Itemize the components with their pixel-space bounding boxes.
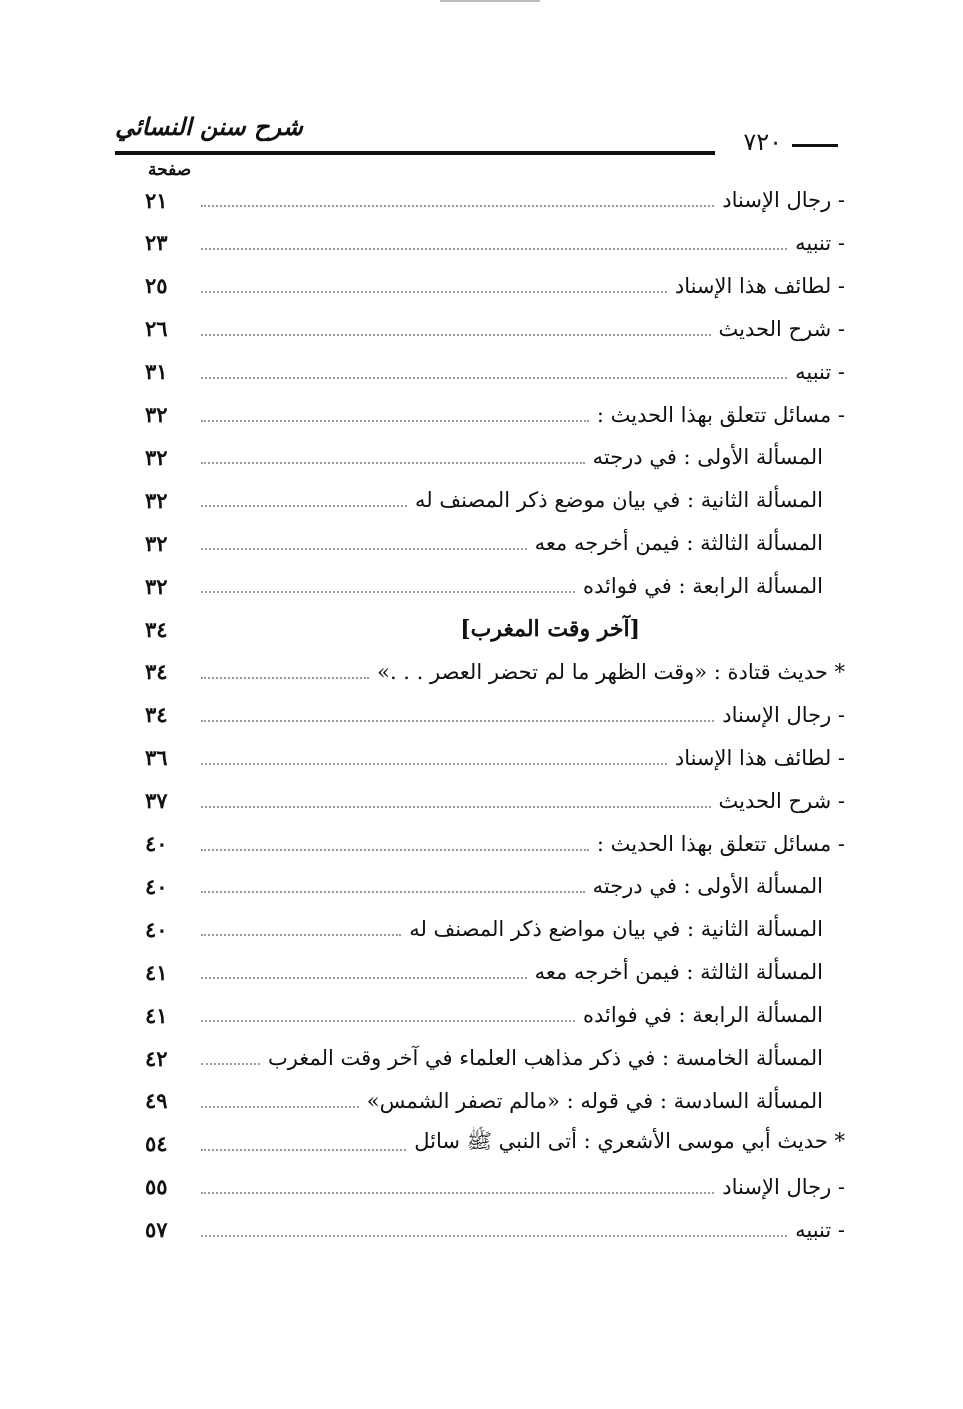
dot-leader: [201, 420, 589, 422]
dot-leader: [201, 1020, 575, 1022]
dot-leader: [201, 505, 407, 507]
toc-row: [145, 309, 845, 349]
toc-page-number: ٣١: [145, 359, 168, 385]
dot-leader: [201, 291, 667, 293]
dot-leader: [201, 548, 527, 550]
toc-row: [145, 223, 845, 263]
toc-entry-title: المسألة الثانية : في بيان مواضع ذكر المصنف له: [409, 917, 823, 942]
toc-page-number: ٤٠: [145, 873, 168, 899]
toc-entry-title: - رجال الإسناد: [722, 1174, 845, 1199]
toc-page-number: ٤٠: [145, 916, 168, 942]
toc-row: [145, 695, 845, 735]
page-column-label: صفحة: [148, 160, 192, 180]
toc-row: [145, 180, 845, 220]
dot-leader: [201, 763, 667, 765]
toc-entry-title: * حديث أبي موسى الأشعري : أتى النبي ﷺ سائل: [414, 1129, 845, 1154]
toc-entry-title: المسألة الخامسة : في ذكر مذاهب العلماء في آخر وقت المغرب: [267, 1046, 823, 1070]
toc-entry-title: المسألة السادسة : في قوله : «مالم تصفر الشمس»: [366, 1088, 823, 1113]
toc-page-number: ٣٧: [145, 788, 168, 814]
toc-page-number: ٣٦: [145, 745, 168, 771]
toc-page-number: ٣٤: [145, 702, 168, 728]
dot-leader: [201, 1235, 787, 1237]
book-title: شرح سنن النسائي: [115, 112, 303, 141]
toc-page-number: ٤٠: [145, 831, 168, 856]
dot-leader: [201, 677, 369, 679]
toc-entry-title: المسألة الأولى : في درجته: [592, 874, 823, 899]
page-number-dash: [792, 144, 838, 147]
toc-page-number: ٣٤: [145, 616, 168, 642]
dot-leader: [201, 806, 711, 808]
toc-entry-title: المسألة الأولى : في درجته: [592, 445, 823, 470]
toc-row: [145, 395, 845, 435]
toc-entry-title: - شرح الحديث: [718, 788, 845, 813]
header-rule: [115, 151, 715, 155]
toc-entry-title: - شرح الحديث: [718, 316, 845, 341]
dot-leader: [201, 720, 714, 722]
toc-row: [145, 1210, 845, 1250]
toc-page-number: ٢١: [145, 187, 168, 213]
toc-entry-title: - تنبيه: [795, 359, 845, 384]
toc-row: [145, 1124, 845, 1164]
dot-leader: [201, 377, 787, 379]
dot-leader: [201, 934, 401, 936]
dot-leader: [201, 891, 585, 893]
page-number: ٧٢٠: [743, 128, 782, 156]
dot-leader: [201, 1149, 406, 1151]
toc-entry-title: - مسائل تتعلق بهذا الحديث :: [596, 831, 845, 856]
scan-edge-mark: [440, 0, 540, 2]
toc-row: [145, 352, 845, 392]
toc-row: [145, 480, 845, 520]
toc-entry-title: - تنبيه: [795, 230, 845, 255]
toc-page-number: ٣٢: [145, 444, 168, 470]
toc-page-number: ٢٥: [145, 273, 168, 299]
toc-entry-title: المسألة الثالثة : فيمن أخرجه معه: [534, 960, 823, 985]
toc-page-number: ٣٢: [145, 530, 168, 556]
toc-page-number: ٣٤: [145, 659, 168, 685]
toc-page-number: ٤١: [145, 1002, 168, 1028]
dot-leader: [201, 977, 527, 979]
toc-entry-title: - مسائل تتعلق بهذا الحديث :: [596, 402, 845, 427]
toc-row: [145, 909, 845, 949]
dot-leader: [201, 462, 585, 464]
dot-leader: [201, 591, 575, 593]
toc-row: [145, 523, 845, 563]
toc-page-number: ٣٢: [145, 402, 168, 427]
toc-entry-title: [آخر وقت المغرب]: [460, 616, 640, 642]
dot-leader: [201, 849, 589, 851]
toc-entry-title: - تنبيه: [795, 1217, 845, 1242]
toc-page-number: ٤١: [145, 959, 168, 985]
toc-page-number: ٥٧: [145, 1217, 168, 1243]
dot-leader: [201, 1106, 359, 1108]
toc-page-number: ٥٥: [145, 1174, 168, 1200]
toc-row: [145, 995, 845, 1035]
toc-page-number: ٤٩: [145, 1088, 168, 1114]
toc-page-number: ٢٦: [145, 316, 168, 342]
toc-row: [145, 609, 845, 649]
dot-leader: [201, 1063, 260, 1065]
toc-entry-title: - رجال الإسناد: [722, 702, 845, 727]
toc-entry-title: المسألة الرابعة : في فوائده: [583, 1003, 823, 1028]
toc-row: [145, 566, 845, 606]
toc-row: [145, 266, 845, 306]
dot-leader: [201, 248, 787, 250]
toc-row: [145, 952, 845, 992]
dot-leader: [201, 334, 711, 336]
toc-row: [145, 652, 845, 692]
toc-page-number: ٣٢: [145, 573, 168, 599]
toc-page-number: ٢٣: [145, 230, 168, 256]
toc-page-number: ٣٢: [145, 487, 168, 513]
toc-row: [145, 437, 845, 477]
toc-row: [145, 1038, 845, 1078]
toc-row: [145, 1081, 845, 1121]
toc-row: [145, 781, 845, 821]
toc-page-number: ٥٤: [145, 1131, 168, 1157]
toc-entry-title: - لطائف هذا الإسناد: [674, 273, 845, 298]
toc-entry-title: المسألة الثانية : في بيان موضع ذكر المصنف له: [415, 488, 823, 513]
toc-entry-title: * حديث قتادة : «وقت الظهر ما لم تحضر العصر . . .»: [377, 659, 845, 684]
toc-entry-title: - لطائف هذا الإسناد: [674, 745, 845, 770]
toc-row: [145, 824, 845, 864]
toc-entry-title: المسألة الثالثة : فيمن أخرجه معه: [534, 531, 823, 556]
dot-leader: [201, 205, 714, 207]
dot-leader: [201, 1192, 714, 1194]
toc-entry-title: - رجال الإسناد: [722, 188, 845, 212]
toc-row: [145, 1167, 845, 1207]
page-header: [115, 112, 838, 162]
toc-row: [145, 866, 845, 906]
toc-entry-title: المسألة الرابعة : في فوائده: [583, 574, 823, 599]
toc-page-number: ٤٢: [145, 1045, 168, 1071]
toc-row: [145, 738, 845, 778]
